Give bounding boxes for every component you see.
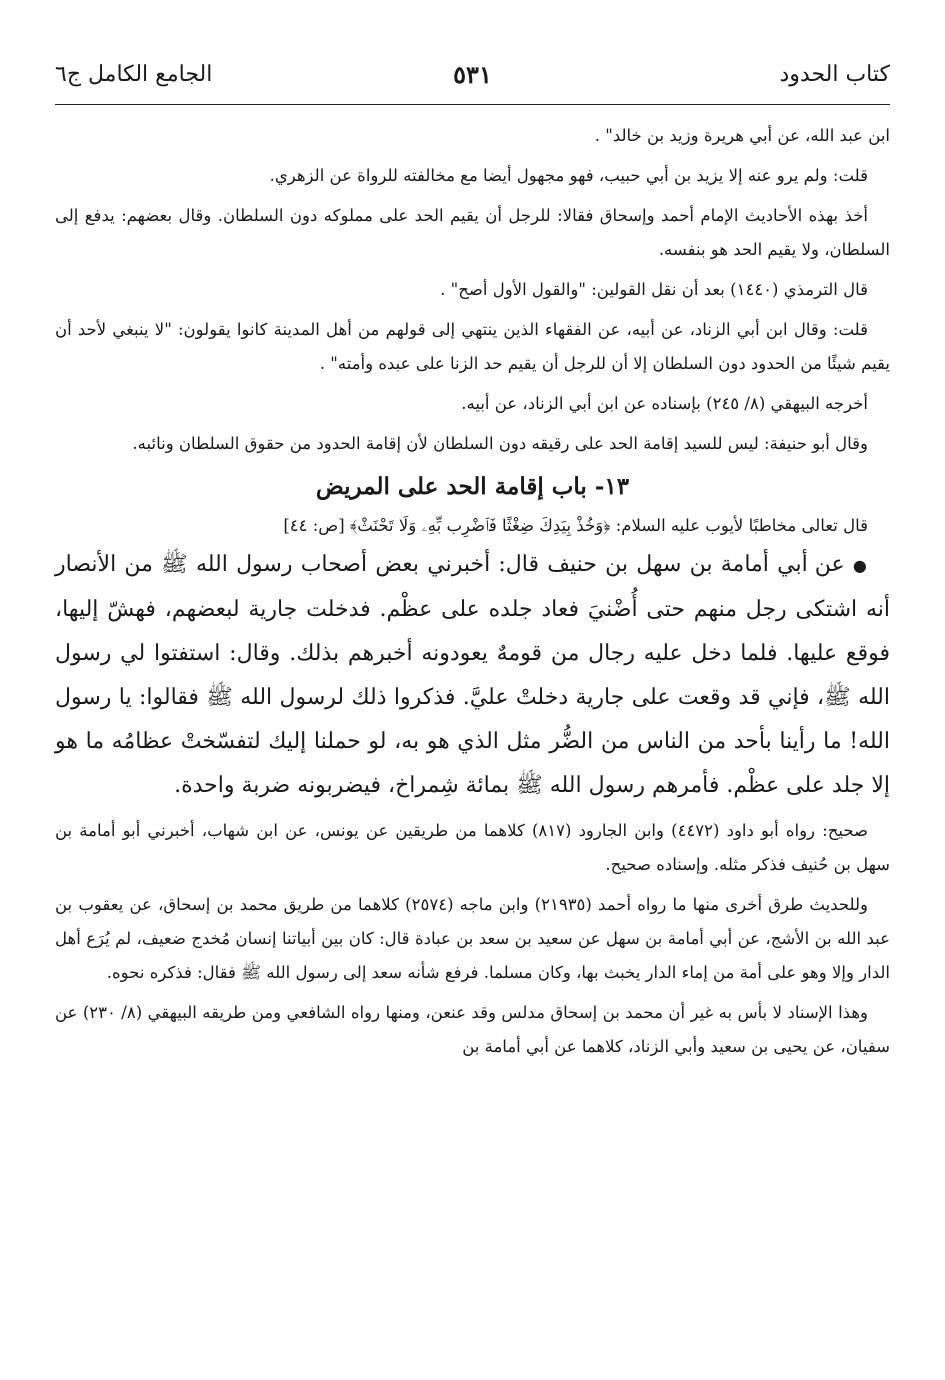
page-number: ٥٣١	[453, 60, 492, 89]
paragraph-2: قلت: ولم يرو عنه إلا يزيد بن أبي حبيب، فهو مجهول أيضا مع مخالفته للرواة عن الزهري.	[269, 166, 868, 185]
paragraph-1: ابن عبد الله، عن أبي هريرة وزيد بن خالد" .	[594, 126, 890, 145]
bullet-icon: ●	[852, 556, 868, 575]
book-title: الجامع الكامل ج٦	[55, 62, 213, 87]
paragraph-3: أخذ بهذه الأحاديث الإمام أحمد وإسحاق فقالا: للرجل أن يقيم الحد على مملوكه دون السلطان. وقال بعضهم: يدفع إلى السلطان، ولا يقيم الحد هو بنفسه.	[55, 206, 890, 259]
paragraph-6: أخرجه البيهقي (٨/ ٢٤٥) بإسناده عن ابن أبي الزناد، عن أبيه.	[461, 394, 868, 413]
hadith-body: عن أبي أمامة بن سهل بن حنيف قال: أخبرني بعض أصحاب رسول الله ﷺ من الأنصار أنه اشتكى رجل منهم حتى أُضْنيَ فعاد جلده على عظْم. فدخلت جارية لبعضهم، فهشّ إليها، فوقع عليها. فلما دخل عليه رجال من قومهٌ يعودونه أخبرهم بذلك. وقال: استفتوا لي رسول الله ﷺ، فإني قد وقعت على جارية دخلتْ عليَّ. فذكروا ذلك لرسول الله ﷺ فقالوا: يا رسول الله! ما رأينا بأحد من الناس من الضُّر مثل الذي هو به، لو حملنا إليك لتفسّختْ عظامُه ما هو إلا جلد على عظْم. فأمرهم رسول الله ﷺ بمائة شِمراخ، فيضربونه ضربة واحدة.	[55, 552, 890, 798]
hadith-text	[55, 543, 890, 808]
running-header	[55, 52, 890, 98]
takhrij-2: وللحديث طرق أخرى منها ما رواه أحمد (٢١٩٣٥) وابن ماجه (٢٥٧٤) كلاهما من طريق محمد بن إسحاق، عن يعقوب بن عبد الله بن الأشج، عن أبي أمامة بن سهل عن سعيد بن سعد بن عبادة قال: كان بين أبياتنا إنسان مُخدج ضعيف، لم يُرَع أهل الدار وإلا وهو على أمة من إماء الدار يخبث بها، وكان مسلما. فرفع شأنه سعد إلى رسول الله ﷺ فقال: فذكره نحوه.	[55, 895, 890, 982]
paragraph-7: وقال أبو حنيفة: ليس للسيد إقامة الحد على رقيقه دون السلطان لأن إقامة الحدود من حقوق السلطان ونائبه.	[132, 434, 868, 453]
chapter-title: كتاب الحدود	[779, 62, 890, 87]
verse-intro: قال تعالى مخاطبًا لأيوب عليه السلام: ﴿وَخُذْ بِيَدِكَ ضِغْثًا فَٱضْرِب بِّهِۦ وَلَا تَحْنَثْ﴾ [ص: ٤٤]	[283, 516, 868, 535]
section-heading: ١٣- باب إقامة الحد على المريض	[315, 473, 630, 500]
header-rule	[55, 104, 890, 105]
page-body	[55, 119, 890, 1064]
paragraph-5: قلت: وقال ابن أبي الزناد، عن أبيه، عن الفقهاء الذين ينتهي إلى قولهم من أهل المدينة كانوا يقولون: "لا ينبغي لأحد أن يقيم شيئًا من الحدود دون السلطان إلا أن للرجل أن يقيم حد الزنا على عبده وأمته" .	[55, 320, 890, 373]
takhrij-3: وهذا الإسناد لا بأس به غير أن محمد بن إسحاق مدلس وقد عنعن، ومنها رواه الشافعي ومن طريقه البيهقي (٨/ ٢٣٠) عن سفيان، عن يحيى بن سعيد وأبي الزناد، كلاهما عن أبي أمامة بن	[55, 1003, 890, 1056]
paragraph-4: قال الترمذي (١٤٤٠) بعد أن نقل القولين: "والقول الأول أصح" .	[440, 280, 868, 299]
takhrij-1: صحيح: رواه أبو داود (٤٤٧٢) وابن الجارود (٨١٧) كلاهما من طريقين عن يونس، عن ابن شهاب، أخبرني أبو أمامة بن سهل بن حُنيف فذكر مثله. وإسناده صحيح.	[55, 821, 890, 874]
